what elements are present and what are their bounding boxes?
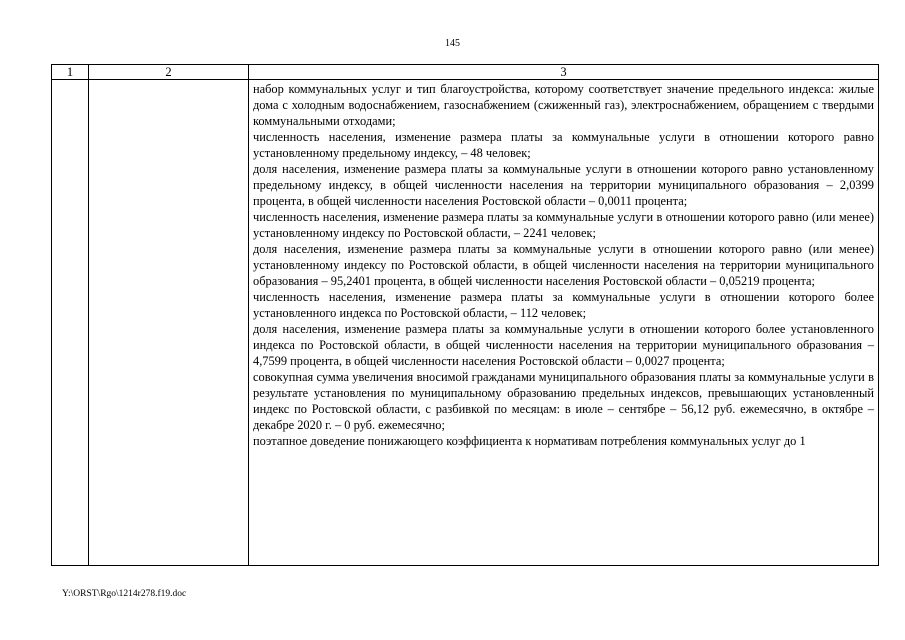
file-path-footer: Y:\ORST\Rgo\1214r278.f19.doc [62,589,187,599]
paragraph-share-more: доля населения, изменение размера платы за коммунальные услуги в отношении которого более установленного индекса по Ростовской области, в общей численности населения на территории муниципального образования – 4,7599 процента, в общей численности населения Ростовской области – 0,0027 процента; [253,322,874,368]
document-table [51,64,879,566]
page-number: 145 [445,38,460,49]
table-cell-col2 [89,80,249,566]
column-header-1: 1 [52,65,89,80]
paragraph-share-equal: доля населения, изменение размера платы за коммунальные услуги в отношении которого равно установленному предельному индексу, в общей численности населения на территории муниципального образования – 2,0399 процента, в общей численности населения Ростовской области – 0,0011 процента; [253,162,874,208]
paragraph-coefficient: поэтапное доведение понижающего коэффициента к нормативам потребления коммунальных услуг до 1 [253,434,806,448]
column-header-2: 2 [89,65,249,80]
paragraph-population-equal: численность населения, изменение размера платы за коммунальные услуги в отношении которого равно установленному предельному индексу, – 48 человек; [253,130,874,160]
paragraph-share-less: доля населения, изменение размера платы за коммунальные услуги в отношении которого равно (или менее) установленному индексу по Ростовской области, в общей численности населения на территории муниципального образования – 95,2401 процента, в общей численности населения Ростовской области – 0,05219 процента; [253,242,874,288]
table-header-row [52,65,879,80]
column-header-3: 3 [249,65,879,80]
paragraph-population-more: численность населения, изменение размера платы за коммунальные услуги в отношении которого более установленного индекса по Ростовской области, – 112 человек; [253,290,874,320]
paragraph-population-less: численность населения, изменение размера платы за коммунальные услуги в отношении которого равно (или менее) установленному индексу по Ростовской области, – 2241 человек; [253,210,874,240]
table-cell-col1 [52,80,89,566]
table-cell-content [249,80,879,566]
table-row [52,80,879,566]
paragraph-utility-set: набор коммунальных услуг и тип благоустройства, которому соответствует значение предельного индекса: жилые дома с холодным водоснабжением, газоснабжением (сжиженный газ), электроснабжением, обращением с твердыми коммунальными отходами; [253,82,874,128]
paragraph-total-increase: совокупная сумма увеличения вносимой гражданами муниципального образования платы за коммунальные услуги в результате установления по муниципальному образованию предельных индексов, превышающих установленный индекс по Ростовской области, с разбивкой по месяцам: в июле – сентябре – 56,12 руб. ежемесячно, в октябре – декабре 2020 г. – 0 руб. ежемесячно; [253,370,874,432]
